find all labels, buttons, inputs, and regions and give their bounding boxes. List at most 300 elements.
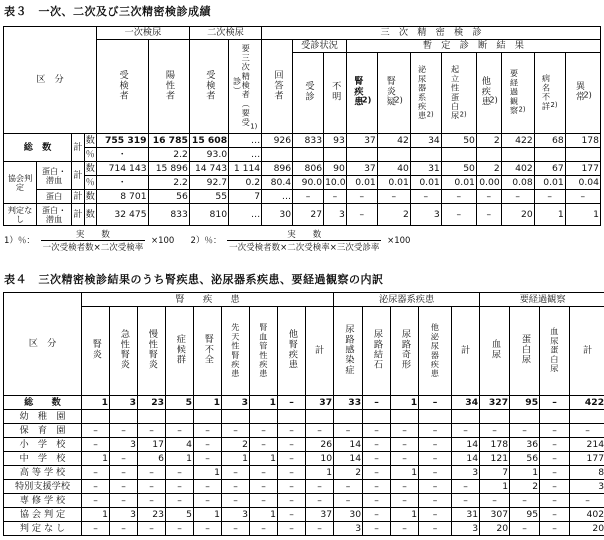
t4-cell: – [480, 494, 510, 508]
t3-cell: 422 [501, 134, 534, 148]
t4-cell: – [452, 424, 480, 438]
t3-cell: 67 [534, 162, 565, 176]
t4-cell: – [306, 424, 334, 438]
t4-cell: – [82, 494, 110, 508]
t4-cell: – [166, 494, 194, 508]
t3-col-3: 要三次精検者（要受診）$^{1)}$ [229, 40, 262, 134]
t3-cell: 31 [410, 162, 441, 176]
t3-cell: – [410, 190, 441, 204]
t3-col-10: 起立性蛋白尿$^{2)}$ [441, 53, 476, 134]
t3-col-7: 腎疾患$^{2)}$ [346, 53, 377, 134]
t4-cell: – [250, 438, 278, 452]
t4-cell: 5 [166, 396, 194, 410]
t4-cell: 2 [222, 438, 250, 452]
t4-col-11: 尿路奇形 [391, 307, 419, 396]
t4-cell: – [570, 494, 604, 508]
t4-col-9: 尿路感染症 [334, 307, 363, 396]
t3-cell: – [324, 190, 347, 204]
t3-cell: 8 701 [96, 190, 148, 204]
t4-cell [194, 410, 222, 424]
t3-row-protein-sub: 蛋白 [37, 190, 72, 204]
t3-cell: 80.4 [262, 176, 293, 190]
t4-row-label: 協 会 判 定 [4, 508, 82, 522]
t4-cell: 1 [480, 480, 510, 494]
t3-cell: 833 [148, 204, 189, 226]
t4-cell: 34 [452, 396, 480, 410]
t3-cell: 55 [189, 190, 228, 204]
t4-cell: 20 [480, 522, 510, 536]
t4-cell: – [363, 452, 391, 466]
t4-row-label: 総 数 [4, 396, 82, 410]
t4-cell: – [363, 396, 391, 410]
t4-cell: – [306, 480, 334, 494]
t4-cell: – [138, 494, 166, 508]
t4-cell: – [278, 466, 306, 480]
t4-cell: 1 [82, 508, 110, 522]
t3-sub-result: 暫 定 診 断 結 果 [346, 40, 600, 53]
t3-cell: – [346, 190, 377, 204]
t4-col-2: 慢性腎炎 [138, 307, 166, 396]
table3 [3, 26, 601, 226]
t4-cell [278, 410, 306, 424]
t3-cell: 896 [262, 162, 293, 176]
t4-cell [480, 410, 510, 424]
t4-cell: – [138, 466, 166, 480]
t4-cell [540, 410, 570, 424]
footnote2-fraction: $\frac{\text{実 数}}{\text{一次受検者数×二次受検率×三次受診率}}$ [229, 230, 380, 253]
t3-cell: 2.2 [148, 176, 189, 190]
t4-cell: – [166, 522, 194, 536]
t3-cell: 2 [377, 204, 410, 226]
t3-cell: 50 [441, 162, 476, 176]
t4-cell: 1 [391, 508, 419, 522]
t4-cell: – [540, 424, 570, 438]
t4-cell: 7 [480, 466, 510, 480]
t4-cell: – [391, 452, 419, 466]
t4-row-label: 中 学 校 [4, 452, 82, 466]
t4-row-label: 特別支援学校 [4, 480, 82, 494]
table-row [4, 522, 604, 536]
t4-cell: – [510, 494, 540, 508]
t4-cell: – [419, 508, 452, 522]
t4-cell: 1 [194, 508, 222, 522]
t4-col-3: 症候群 [166, 307, 194, 396]
t3-cell: 20 [501, 204, 534, 226]
t4-cell [222, 410, 250, 424]
t4-cell [391, 410, 419, 424]
t3-row-none-label: 判定なし [4, 204, 37, 226]
t4-cell: 36 [510, 438, 540, 452]
t4-cell: 327 [480, 396, 510, 410]
t4-cell: – [166, 424, 194, 438]
t3-cell: 15 896 [148, 162, 189, 176]
t4-cell: 177 [570, 452, 604, 466]
t4-col-8: 計 [306, 307, 334, 396]
t3-cell: 90.0 [293, 176, 324, 190]
t4-cell: 1 [391, 466, 419, 480]
t3-row-total-label: 総 数 [4, 134, 72, 162]
t4-cell: – [110, 452, 138, 466]
t4-cell [110, 410, 138, 424]
t4-cell: 4 [166, 438, 194, 452]
t4-cell: – [138, 480, 166, 494]
t3-cell: ・ [96, 176, 148, 190]
t4-cell: – [570, 424, 604, 438]
t4-row-label: 高 等 学 校 [4, 466, 82, 480]
t3-cell: 810 [189, 204, 228, 226]
table4-title: 表４ 三次精密検診結果のうち腎疾患、泌尿器系疾患、要経過観察の内訳 [4, 273, 384, 286]
t4-cell: – [391, 480, 419, 494]
t4-cell: 178 [480, 438, 510, 452]
t4-cell: – [540, 522, 570, 536]
t4-cell: – [363, 508, 391, 522]
t4-col-16: 血尿蛋白尿 [540, 307, 570, 396]
t4-cell: – [110, 424, 138, 438]
t4-cell: 95 [510, 396, 540, 410]
t3-col-9: 泌尿器系疾患$^{2)}$ [410, 53, 441, 134]
t4-row-label: 幼 稚 園 [4, 410, 82, 424]
t3-col-5: 受診 [293, 53, 324, 134]
t4-cell: 214 [570, 438, 604, 452]
t4-cell: – [363, 494, 391, 508]
table-row [4, 410, 604, 424]
t4-cell: 37 [306, 508, 334, 522]
table4 [3, 292, 604, 536]
t3-unit-num: 数 [85, 134, 95, 146]
t4-cell: – [452, 494, 480, 508]
t3-cell: 3 [410, 204, 441, 226]
t3-group-tertiary: 三 次 精 密 検 診 [262, 27, 601, 40]
t3-cell: 0.08 [501, 176, 534, 190]
t4-cell: – [363, 438, 391, 452]
t4-cell: – [250, 480, 278, 494]
t4-cell: 121 [480, 452, 510, 466]
t4-row-label: 保 育 園 [4, 424, 82, 438]
t4-cell: – [250, 466, 278, 480]
t3-cell: … [262, 190, 293, 204]
t3-cell: 92.7 [189, 176, 228, 190]
t4-cell: 10 [306, 452, 334, 466]
t4-cell: 1 [250, 508, 278, 522]
t4-cell: – [419, 452, 452, 466]
t4-cell: – [110, 494, 138, 508]
t4-cell: – [419, 494, 452, 508]
t3-cell: … [229, 148, 262, 162]
t4-cell: – [222, 480, 250, 494]
t4-cell: 1 [250, 452, 278, 466]
t3-col-11: 他疾患$^{2)}$ [476, 53, 501, 134]
t4-cell [452, 410, 480, 424]
t4-cell: 1 [194, 466, 222, 480]
t3-col-4: 回答者 [262, 40, 293, 134]
t3-row-none-sub: 蛋白・潜血 [37, 204, 72, 226]
t3-cell: 15 608 [189, 134, 228, 148]
t3-cell: 1 114 [229, 162, 262, 176]
t4-cell: 2 [334, 466, 363, 480]
t3-cell: – [565, 190, 600, 204]
t4-cell: – [278, 508, 306, 522]
t4-cell: 30 [334, 508, 363, 522]
t3-cell: 833 [293, 134, 324, 148]
t4-cell: – [363, 424, 391, 438]
t4-cell: – [138, 522, 166, 536]
t3-cell: – [377, 190, 410, 204]
t4-cell: 56 [510, 452, 540, 466]
t4-cell: 402 [570, 508, 604, 522]
t4-cell: – [419, 396, 452, 410]
t4-cell: 20 [570, 522, 604, 536]
t4-col-5: 先天性腎疾患 [222, 307, 250, 396]
t4-cell: – [306, 494, 334, 508]
t4-cell [138, 410, 166, 424]
t4-cell: 37 [306, 396, 334, 410]
t3-cell: 926 [262, 134, 293, 148]
table-row [4, 494, 604, 508]
table-row [4, 396, 604, 410]
t3-cell: – [441, 204, 476, 226]
t4-cell: – [278, 494, 306, 508]
t4-cell: 1 [82, 452, 110, 466]
t3-cell: – [293, 190, 324, 204]
t3-sub-status: 受診状況 [293, 40, 347, 53]
table-row [4, 452, 604, 466]
t4-cell: 1 [194, 396, 222, 410]
t3-col-2: 受検者 [189, 40, 228, 134]
t4-cell: – [278, 522, 306, 536]
t3-cell: 10.0 [325, 176, 346, 188]
t4-cell: – [540, 494, 570, 508]
t4-cell: 307 [480, 508, 510, 522]
t4-cell: – [194, 438, 222, 452]
t3-row-total-unit: 計 [72, 134, 84, 162]
t4-cell [82, 410, 110, 424]
t4-cell: – [391, 494, 419, 508]
t4-cell: – [166, 480, 194, 494]
t4-col-4: 腎不全 [194, 307, 222, 396]
t3-col-6: 不明 [324, 53, 347, 134]
t4-cell: – [110, 522, 138, 536]
t4-cell: – [194, 452, 222, 466]
t3-cell: ・ [96, 148, 148, 162]
t4-cell: – [419, 466, 452, 480]
t4-col-12: 他泌尿器疾患 [419, 307, 452, 396]
t4-group-uro: 泌尿器系疾患 [334, 293, 480, 307]
t4-cell: – [194, 480, 222, 494]
t4-cell: 3 [110, 438, 138, 452]
t3-cell: … [229, 204, 262, 226]
t4-cell: – [250, 494, 278, 508]
t4-cell: 23 [138, 508, 166, 522]
t4-cell: – [194, 494, 222, 508]
t4-cell [166, 410, 194, 424]
t3-cell: 7 [229, 190, 262, 204]
t4-cell: – [222, 522, 250, 536]
t4-col-1: 急性腎炎 [110, 307, 138, 396]
t3-cell: 40 [377, 162, 410, 176]
table3-title: 表３ 一次、二次及び三次精密検診成績 [4, 5, 211, 18]
t4-cell: – [278, 438, 306, 452]
t4-cell [510, 410, 540, 424]
t4-cell: – [278, 424, 306, 438]
t4-cell: – [540, 480, 570, 494]
t4-col-14: 血尿 [480, 307, 510, 396]
t4-cell: 1 [306, 466, 334, 480]
t4-cell: – [278, 452, 306, 466]
t3-cell: 806 [293, 162, 324, 176]
t3-unit-num: 数 [84, 204, 96, 226]
t4-cell: – [363, 466, 391, 480]
t4-cell: 2 [510, 480, 540, 494]
t4-cell: – [334, 424, 363, 438]
t3-cell: – [534, 190, 565, 204]
t3-cell: 0.00 [476, 176, 501, 190]
t4-cell: – [194, 522, 222, 536]
t3-row-kyokai-label: 協会判定 [4, 162, 37, 204]
t3-cell: … [229, 134, 262, 148]
t3-cell: 14 743 [189, 162, 228, 176]
t3-cell: – [346, 204, 377, 226]
t4-cell: – [82, 438, 110, 452]
t4-cell: 14 [334, 438, 363, 452]
t4-cell: – [278, 396, 306, 410]
t4-cell: – [540, 508, 570, 522]
t3-cell: 714 143 [96, 162, 148, 176]
t3-cell: 0.01 [410, 176, 441, 190]
t3-row-kyokai-unit: 計 [72, 162, 84, 190]
t4-cell: 1 [510, 466, 540, 480]
t3-col-13: 病名不詳$^{2)}$ [534, 53, 565, 134]
t4-cell: 3 [222, 396, 250, 410]
t3-cell: 1 [565, 204, 600, 226]
t4-cell: 14 [452, 438, 480, 452]
t3-row-protein-unit: 計 [73, 190, 83, 202]
t4-cell: 1 [82, 396, 110, 410]
t4-cell: 31 [452, 508, 480, 522]
t4-cell: – [540, 466, 570, 480]
t4-cell: 5 [166, 508, 194, 522]
t4-cell: – [480, 424, 510, 438]
t4-cell: – [540, 438, 570, 452]
t3-cell: – [476, 190, 501, 204]
t4-cell: 17 [138, 438, 166, 452]
t3-cell: 93 [324, 134, 347, 148]
t3-cell: 27 [293, 204, 324, 226]
t3-cell: 0.04 [565, 176, 600, 190]
t3-cell: 68 [534, 134, 565, 148]
table-row [4, 480, 604, 494]
t3-cell: 1 [534, 204, 565, 226]
t3-col-8: 腎炎疑$^{2)}$ [377, 53, 410, 134]
t4-cell: – [138, 424, 166, 438]
t4-cell: 3 [452, 522, 480, 536]
t4-row-label-header: 区 分 [4, 293, 82, 396]
t3-cell: 0.01 [441, 176, 476, 190]
t4-cell: – [250, 424, 278, 438]
t4-cell: – [82, 424, 110, 438]
t4-cell: – [82, 522, 110, 536]
t4-cell: – [278, 480, 306, 494]
t3-cell: 56 [148, 190, 189, 204]
t3-cell: 32 475 [96, 204, 148, 226]
t4-cell: – [510, 522, 540, 536]
t4-cell: – [250, 522, 278, 536]
t3-col-1: 陽性者 [148, 40, 189, 134]
t4-group-obs: 要経過観察 [480, 293, 604, 307]
t3-unit-num: 数 [85, 162, 95, 174]
t4-cell: – [391, 438, 419, 452]
table-row [4, 424, 604, 438]
t4-cell: 422 [570, 396, 604, 410]
t4-cell: 8 [570, 466, 604, 480]
t3-cell: 90 [324, 162, 347, 176]
t3-cell: 3 [324, 204, 347, 226]
t4-col-10: 尿路結石 [363, 307, 391, 396]
t3-unit-pct: ％ [85, 176, 95, 188]
t3-cell: 37 [346, 162, 377, 176]
t3-cell: 30 [262, 204, 293, 226]
t3-row-none-unit: 計 [72, 204, 84, 226]
t4-cell: 3 [334, 522, 363, 536]
t4-cell: – [510, 424, 540, 438]
t4-cell: 14 [334, 452, 363, 466]
t4-cell: – [82, 466, 110, 480]
t4-cell: – [419, 522, 452, 536]
t4-cell: – [540, 396, 570, 410]
t4-cell: – [222, 466, 250, 480]
t4-cell: 1 [222, 452, 250, 466]
t4-cell: 1 [166, 452, 194, 466]
t4-cell: 14 [452, 452, 480, 466]
t3-cell: 37 [346, 134, 377, 148]
t4-col-17: 計 [570, 307, 604, 396]
t3-unit-pct: ％ [85, 148, 95, 160]
t3-row-kyokai-sub: 蛋白・潜血 [37, 162, 72, 190]
t3-cell: 2 [476, 134, 501, 148]
t4-cell: – [391, 424, 419, 438]
t3-cell: 42 [377, 134, 410, 148]
t4-cell [419, 410, 452, 424]
t4-cell: – [363, 480, 391, 494]
t4-cell: 23 [138, 396, 166, 410]
t3-cell: 16 785 [148, 134, 189, 148]
t4-cell: – [419, 424, 452, 438]
t4-cell: – [166, 466, 194, 480]
t4-cell: – [419, 480, 452, 494]
t4-col-15: 蛋白尿 [510, 307, 540, 396]
t3-cell: 178 [565, 134, 600, 148]
t3-col-12: 要経過観察$^{2)}$ [501, 53, 534, 134]
t4-row-label: 小 学 校 [4, 438, 82, 452]
t4-cell: – [194, 424, 222, 438]
t4-cell: – [110, 466, 138, 480]
t4-col-0: 腎炎 [82, 307, 110, 396]
t3-cell: 0.01 [346, 176, 377, 190]
t3-cell: 0.01 [377, 176, 410, 190]
t3-row-label-header: 区 分 [4, 27, 97, 134]
table3-footnote: 1）％： $\frac{\text{実 数}}{\text{一次受検者数×二次受検率}}$ ×100 2）％： $\frac{\text{実 数}}{\text{一次受検者数×二次受検率×三次受診率}}$ ×100 [4, 230, 411, 253]
t3-cell: 402 [501, 162, 534, 176]
t4-cell: 3 [110, 508, 138, 522]
t4-cell: – [363, 522, 391, 536]
t3-group-primary: 一次検尿 [96, 27, 189, 40]
t3-cell: – [501, 190, 534, 204]
table-row [4, 508, 604, 522]
t4-cell: 6 [138, 452, 166, 466]
t3-cell: 2 [476, 162, 501, 176]
t3-cell: 93.0 [189, 148, 228, 162]
t4-cell: 3 [452, 466, 480, 480]
t3-col-0: 受検者 [96, 40, 148, 134]
